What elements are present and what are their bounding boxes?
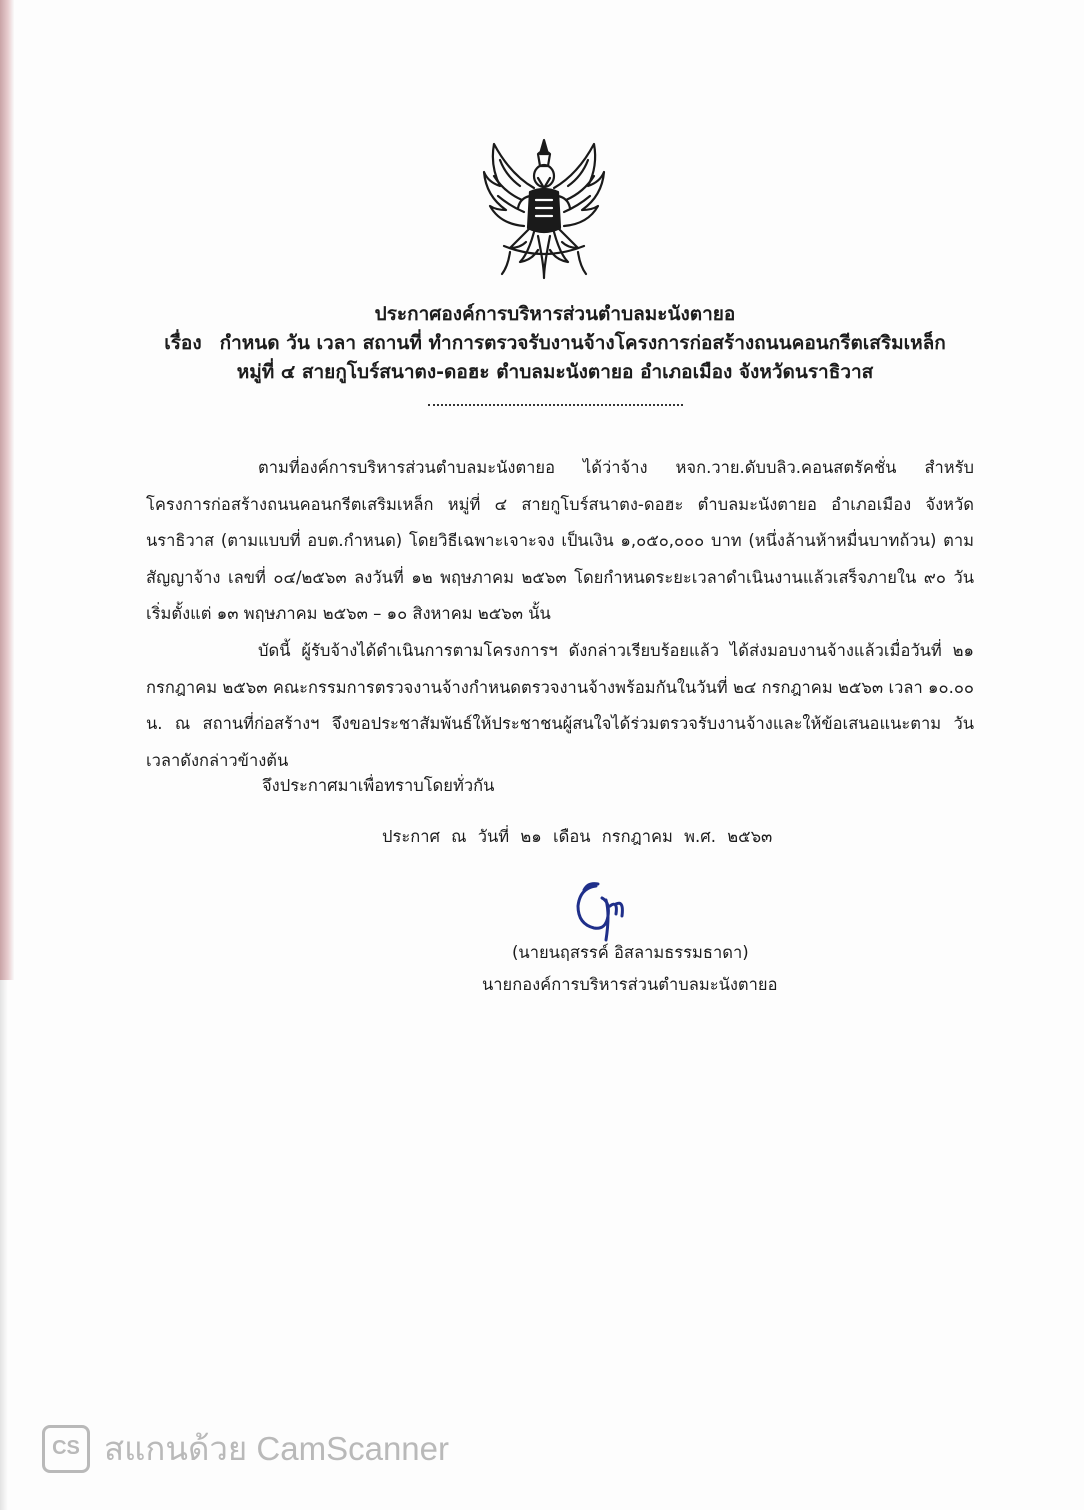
paper-edge-left [0, 0, 14, 980]
signature-icon [566, 880, 636, 944]
paragraph-1-text: ตามที่องค์การบริหารส่วนตำบลมะนังตายอ ได้ว่าจ้าง หจก.วาย.ดับบลิว.คอนสตรัคชั่น สำหรับ โครงการก่อสร้างถนนคอนกรีตเสริมเหล็ก หมู่ที่ ๔ สายกูโบร์สนาตง-ดอฮะ ตำบลมะนังตายอ อำเภอเมือง จังหวัดนราธิวาส (ตามแบบที่ อบต.กำหนด) โดยวิธีเฉพาะเจาะจง เป็นเงิน ๑,๐๕๐,๐๐๐ บาท (หนึ่งล้านห้าหมื่นบาทถ้วน) ตามสัญญาจ้าง เลขที่ ๐๔/๒๕๖๓ ลงวันที่ ๑๒ พฤษภาคม ๒๕๖๓ โดยกำหนดระยะเวลาดำเนินงานแล้วเสร็จภายใน ๙๐ วัน เริ่มตั้งแต่ ๑๓ พฤษภาคม ๒๕๖๓ – ๑๐ สิงหาคม ๒๕๖๓ นั้น [146, 458, 974, 623]
signer-title: นายกองค์การบริหารส่วนตำบลมะนังตายอ [482, 975, 778, 994]
subject-line-2: หมู่ที่ ๔ สายกูโบร์สนาตง-ดอฮะ ตำบลมะนังตายอ อำเภอเมือง จังหวัดนราธิวาส [236, 361, 874, 383]
paper-edge-left-lower [0, 980, 8, 1510]
closing-statement: จึงประกาศมาเพื่อทราบโดยทั่วกัน [262, 776, 495, 795]
subject-text-1: กำหนด วัน เวลา สถานที่ ทำการตรวจรับงานจ้างโครงการก่อสร้างถนนคอนกรีตเสริมเหล็ก [219, 332, 946, 354]
announcement-heading: ประกาศองค์การบริหารส่วนตำบลมะนังตายอ [374, 303, 736, 325]
body-paragraph-1 [146, 450, 974, 633]
body-paragraph-2 [146, 633, 974, 779]
signer-name: (นายนฤสรรค์ อิสลามธรรมธาดา) [512, 943, 749, 962]
announcement-date: ประกาศ ณ วันที่ ๒๑ เดือน กรกฎาคม พ.ศ. ๒๕๖๓ [382, 827, 773, 846]
garuda-emblem-icon [480, 136, 608, 282]
dotted-divider [428, 404, 683, 406]
subject-line-1 [150, 329, 960, 358]
camscanner-watermark [42, 1422, 449, 1475]
subject-label: เรื่อง [164, 332, 202, 354]
watermark-text: สแกนด้วย CamScanner [104, 1430, 450, 1467]
camscanner-logo-icon: CS [42, 1425, 90, 1473]
paragraph-2-text: บัดนี้ ผู้รับจ้างได้ดำเนินการตามโครงการฯ ดังกล่าวเรียบร้อยแล้ว ได้ส่งมอบงานจ้างแล้วเมื่อวันที่ ๒๑ กรกฎาคม ๒๕๖๓ คณะกรรมการตรวจงานจ้างกำหนดตรวจงานจ้างพร้อมกันในวันที่ ๒๔ กรกฎาคม ๒๕๖๓ เวลา ๑๐.๐๐ น. ณ สถานที่ก่อสร้างฯ จึงขอประชาสัมพันธ์ให้ประชาชนผู้สนใจได้ร่วมตรวจรับงานจ้างและให้ข้อเสนอแนะตาม วันเวลาดังกล่าวข้างต้น [146, 641, 974, 770]
announcement-header [150, 300, 960, 387]
